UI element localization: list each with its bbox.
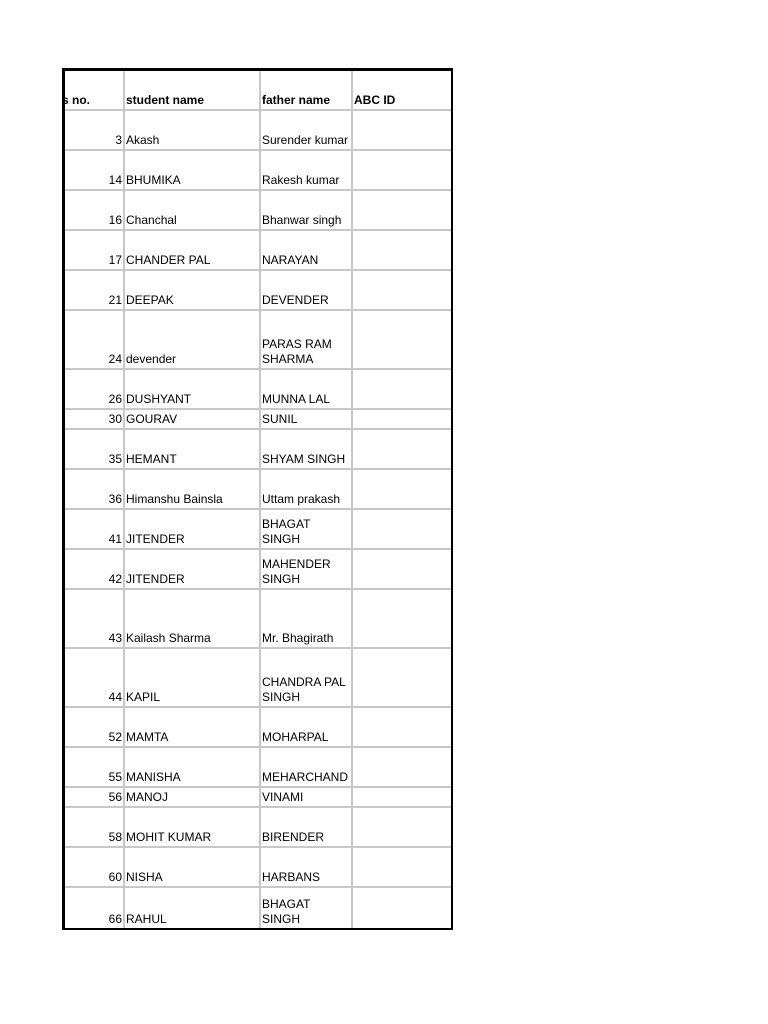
header-father-name: father name: [261, 71, 353, 109]
cell-sno[interactable]: 52: [65, 708, 125, 746]
cell-father-name[interactable]: BHAGAT SINGH: [261, 888, 353, 928]
header-sno: s no.: [65, 71, 125, 109]
cell-sno[interactable]: 60: [65, 848, 125, 886]
cell-student-name[interactable]: JITENDER: [125, 550, 261, 588]
table-row: [65, 470, 451, 510]
cell-sno[interactable]: 43: [65, 590, 125, 647]
table-row: [65, 311, 451, 370]
cell-abc-id[interactable]: [353, 848, 451, 886]
table-row: [65, 271, 451, 311]
cell-father-name[interactable]: CHANDRA PAL SINGH: [261, 649, 353, 706]
table-header-row: [62, 71, 451, 111]
cell-sno[interactable]: 24: [65, 311, 125, 368]
table-row: [65, 410, 451, 430]
table-row: [65, 430, 451, 470]
cell-sno[interactable]: 35: [65, 430, 125, 468]
cell-student-name[interactable]: Chanchal: [125, 191, 261, 229]
cell-abc-id[interactable]: [353, 510, 451, 548]
cell-sno[interactable]: 26: [65, 370, 125, 408]
table-row: [65, 111, 451, 151]
cell-student-name[interactable]: NISHA: [125, 848, 261, 886]
cell-father-name[interactable]: BIRENDER: [261, 808, 353, 846]
table-row: [65, 370, 451, 410]
cell-student-name[interactable]: GOURAV: [125, 410, 261, 428]
cell-abc-id[interactable]: [353, 708, 451, 746]
cell-sno[interactable]: 58: [65, 808, 125, 846]
cell-sno[interactable]: 16: [65, 191, 125, 229]
cell-sno[interactable]: 41: [65, 510, 125, 548]
table-row: [65, 550, 451, 590]
cell-student-name[interactable]: MAMTA: [125, 708, 261, 746]
student-table: [62, 68, 453, 930]
cell-abc-id[interactable]: [353, 370, 451, 408]
table-body: [65, 111, 451, 928]
cell-student-name[interactable]: CHANDER PAL: [125, 231, 261, 269]
cell-student-name[interactable]: MANOJ: [125, 788, 261, 806]
cell-abc-id[interactable]: [353, 590, 451, 647]
cell-abc-id[interactable]: [353, 311, 451, 368]
cell-sno[interactable]: 14: [65, 151, 125, 189]
table-row: [65, 888, 451, 928]
table-row: [65, 151, 451, 191]
cell-father-name[interactable]: MAHENDER SINGH: [261, 550, 353, 588]
cell-student-name[interactable]: MANISHA: [125, 748, 261, 786]
cell-student-name[interactable]: MOHIT KUMAR: [125, 808, 261, 846]
cell-student-name[interactable]: Akash: [125, 111, 261, 149]
cell-abc-id[interactable]: [353, 470, 451, 508]
table-row: [65, 231, 451, 271]
table-row: [65, 708, 451, 748]
cell-sno[interactable]: 17: [65, 231, 125, 269]
table-row: [65, 848, 451, 888]
header-student-name: student name: [125, 71, 261, 109]
table-row: [65, 649, 451, 708]
cell-father-name[interactable]: Surender kumar: [261, 111, 353, 149]
cell-student-name[interactable]: HEMANT: [125, 430, 261, 468]
cell-sno[interactable]: 42: [65, 550, 125, 588]
cell-father-name[interactable]: MEHARCHAND: [261, 748, 353, 786]
cell-student-name[interactable]: Himanshu Bainsla: [125, 470, 261, 508]
cell-father-name[interactable]: MOHARPAL: [261, 708, 353, 746]
cell-father-name[interactable]: DEVENDER: [261, 271, 353, 309]
cell-abc-id[interactable]: [353, 231, 451, 269]
cell-abc-id[interactable]: [353, 888, 451, 928]
cell-abc-id[interactable]: [353, 410, 451, 428]
cell-father-name[interactable]: SHYAM SINGH: [261, 430, 353, 468]
cell-father-name[interactable]: Mr. Bhagirath: [261, 590, 353, 647]
cell-father-name[interactable]: Uttam prakash: [261, 470, 353, 508]
cell-abc-id[interactable]: [353, 191, 451, 229]
cell-sno[interactable]: 44: [65, 649, 125, 706]
cell-sno[interactable]: 55: [65, 748, 125, 786]
cell-student-name[interactable]: devender: [125, 311, 261, 368]
cell-abc-id[interactable]: [353, 271, 451, 309]
cell-student-name[interactable]: KAPIL: [125, 649, 261, 706]
cell-student-name[interactable]: DUSHYANT: [125, 370, 261, 408]
cell-student-name[interactable]: JITENDER: [125, 510, 261, 548]
cell-sno[interactable]: 56: [65, 788, 125, 806]
cell-father-name[interactable]: NARAYAN: [261, 231, 353, 269]
cell-student-name[interactable]: DEEPAK: [125, 271, 261, 309]
cell-student-name[interactable]: RAHUL: [125, 888, 261, 928]
cell-abc-id[interactable]: [353, 808, 451, 846]
cell-sno[interactable]: 21: [65, 271, 125, 309]
cell-abc-id[interactable]: [353, 151, 451, 189]
table-row: [65, 748, 451, 788]
table-row: [65, 788, 451, 808]
header-abc-id: ABC ID: [354, 93, 396, 107]
cell-father-name[interactable]: MUNNA LAL: [261, 370, 353, 408]
cell-father-name[interactable]: SUNIL: [261, 410, 353, 428]
cell-father-name[interactable]: Rakesh kumar: [261, 151, 353, 189]
cell-father-name[interactable]: VINAMI: [261, 788, 353, 806]
cell-abc-id[interactable]: [353, 788, 451, 806]
cell-father-name[interactable]: HARBANS: [261, 848, 353, 886]
cell-father-name[interactable]: Bhanwar singh: [261, 191, 353, 229]
cell-abc-id[interactable]: [353, 111, 451, 149]
table-row: [65, 590, 451, 649]
cell-sno[interactable]: 66: [65, 888, 125, 928]
cell-sno[interactable]: 36: [65, 470, 125, 508]
table-row: [65, 808, 451, 848]
cell-abc-id[interactable]: [353, 430, 451, 468]
cell-father-name[interactable]: PARAS RAM SHARMA: [261, 311, 353, 368]
cell-father-name[interactable]: BHAGAT SINGH: [261, 510, 353, 548]
table-row: [65, 510, 451, 550]
table-row: [65, 191, 451, 231]
cell-sno[interactable]: 30: [65, 410, 125, 428]
cell-abc-id[interactable]: [353, 550, 451, 588]
cell-abc-id[interactable]: [353, 748, 451, 786]
cell-student-name[interactable]: Kailash Sharma: [125, 590, 261, 647]
cell-student-name[interactable]: BHUMIKA: [125, 151, 261, 189]
cell-abc-id[interactable]: [353, 649, 451, 706]
cell-sno[interactable]: 3: [65, 111, 125, 149]
